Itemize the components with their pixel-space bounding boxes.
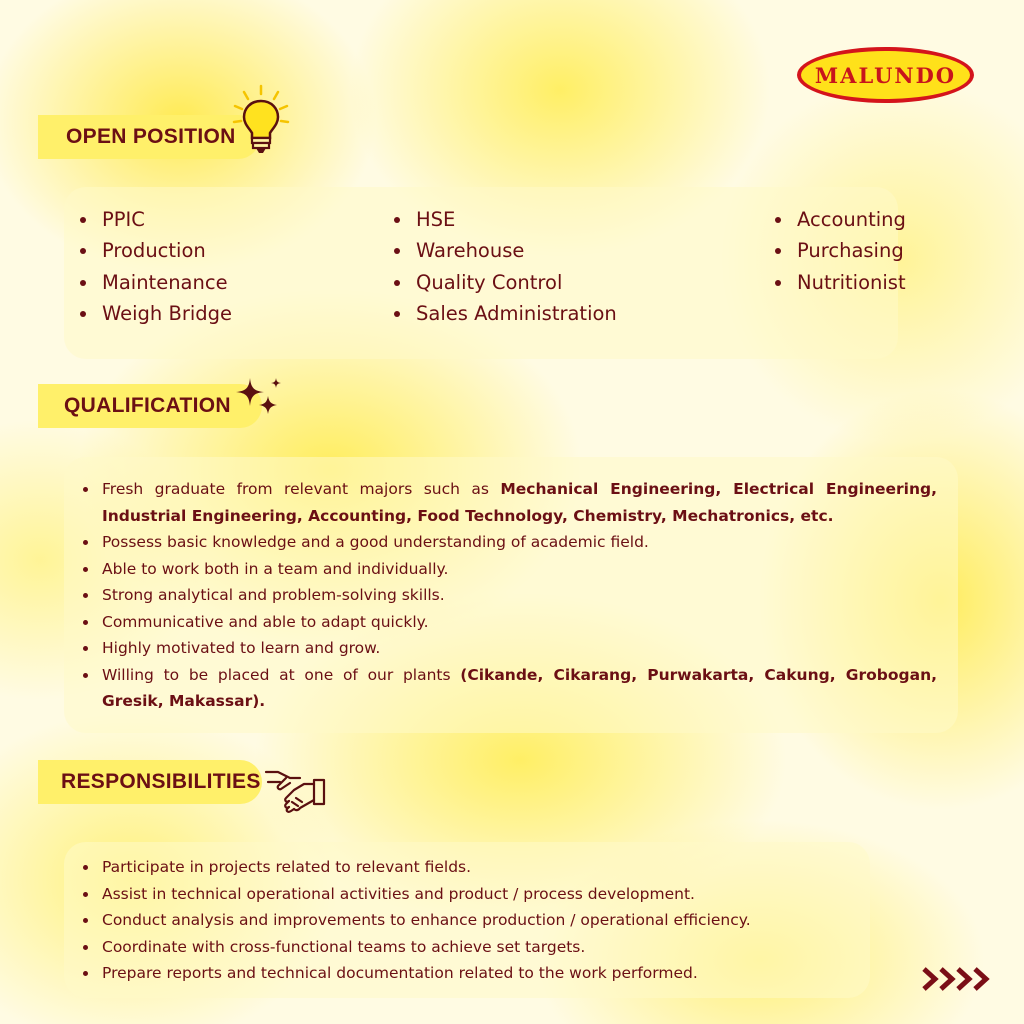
position-item: Sales Administration	[392, 298, 617, 329]
position-item: Weigh Bridge	[78, 298, 232, 329]
malundo-logo	[797, 47, 974, 103]
plants-bold: (Cikande, Cikarang, Purwakarta, Cakung, Grobogan, Gresik, Makassar).	[102, 665, 937, 710]
majors-bold: Mechanical Engineering, Electrical Engineering, Industrial Engineering, Accounting, Food Technology, Chemistry, Mechatronics, etc.	[102, 480, 937, 525]
qualification-item: Strong analytical and problem-solving skills.	[80, 582, 937, 609]
lightbulb-icon	[230, 84, 292, 156]
qualification-item: Highly motivated to learn and grow.	[80, 635, 937, 662]
responsibility-item: Assist in technical operational activities and product / process development.	[80, 881, 870, 908]
logo-text: MALUNDO	[814, 62, 957, 88]
open-position-header	[38, 115, 260, 159]
responsibilities-list	[80, 854, 870, 987]
qualification-item: Communicative and able to adapt quickly.	[80, 609, 937, 636]
responsibilities-header	[38, 760, 262, 804]
positions-column-2	[392, 204, 617, 329]
responsibility-item: Coordinate with cross-functional teams to achieve set targets.	[80, 934, 870, 961]
qualification-item-majors	[80, 476, 937, 529]
sparkles-icon	[234, 374, 284, 418]
qualification-item-plants	[80, 662, 937, 715]
positions-column-1	[78, 204, 232, 329]
open-position-title: OPEN POSITION	[66, 125, 236, 148]
positions-column-3	[773, 204, 906, 298]
qualification-header	[38, 384, 262, 428]
position-item: HSE	[392, 204, 617, 235]
majors-prefix: Fresh graduate from relevant majors such as	[102, 480, 501, 498]
position-item: Maintenance	[78, 267, 232, 298]
position-item: Purchasing	[773, 235, 906, 266]
position-item: Accounting	[773, 204, 906, 235]
qualification-item: Able to work both in a team and individually.	[80, 556, 937, 583]
qualification-list	[80, 476, 937, 715]
qualification-item: Possess basic knowledge and a good understanding of academic field.	[80, 529, 937, 556]
handshake-icon	[264, 768, 328, 816]
position-item: Nutritionist	[773, 267, 906, 298]
chevron-arrows-icon[interactable]	[921, 965, 997, 993]
responsibilities-title: RESPONSIBILITIES	[61, 770, 261, 793]
position-item: Warehouse	[392, 235, 617, 266]
responsibility-item: Conduct analysis and improvements to enhance production / operational efficiency.	[80, 907, 870, 934]
position-item: Quality Control	[392, 267, 617, 298]
position-item: PPIC	[78, 204, 232, 235]
responsibility-item: Prepare reports and technical documentation related to the work performed.	[80, 960, 870, 987]
plants-prefix: Willing to be placed at one of our plants	[102, 665, 461, 684]
responsibility-item: Participate in projects related to relevant fields.	[80, 854, 870, 881]
qualification-title: QUALIFICATION	[64, 394, 231, 417]
position-item: Production	[78, 235, 232, 266]
